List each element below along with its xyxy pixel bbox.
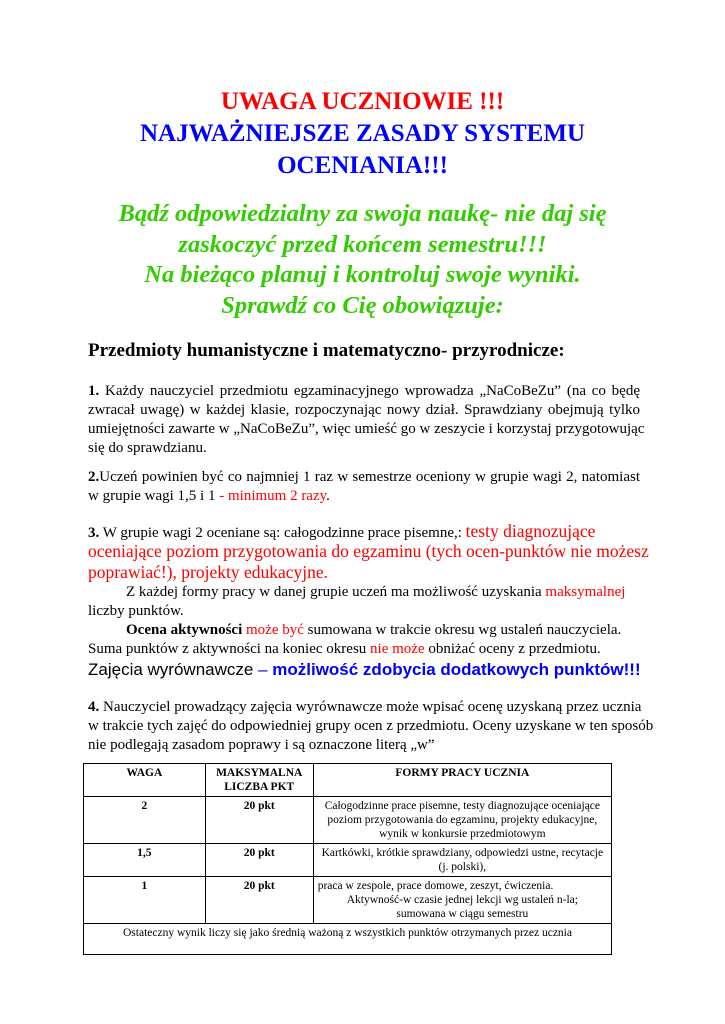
slogan-line-1: Bądź odpowiedzialny za swoja naukę- nie daj się <box>118 200 607 227</box>
paragraph-1-line-2: zwracał uwagę) w każdej klasie, rozpoczynając nowy dział. Sprawdziany obejmują tylko <box>88 402 640 418</box>
header-formy: FORMY PRACY UCZNIA <box>313 764 611 797</box>
zajecia-text: Zajęcia wyrównawcze <box>88 660 259 679</box>
paragraph-4-line-3: nie podlegają zasadom poprawy i są oznaczone literą „w” <box>88 737 435 753</box>
paragraph-3-text-6: sumowana w trakcie okresu wg ustaleń nauczyciela. <box>303 622 622 638</box>
title-line-1: UWAGA UCZNIOWIE !!! <box>220 88 505 115</box>
paragraph-3-text-4: Z każdej formy pracy w danej grupie uczeń ma możliwość uzyskania <box>126 584 546 600</box>
cell-waga: 2 <box>84 797 206 844</box>
header-waga: WAGA <box>84 764 206 797</box>
paragraph-2-red-text: - minimum 2 razy <box>219 488 327 504</box>
paragraph-3-number: 3. <box>88 525 100 541</box>
paragraph-3-line-2: oceniające poziom przygotowania do egzaminu (tych ocen-punktów nie możesz <box>88 541 649 561</box>
paragraph-2-line-2 <box>88 487 640 506</box>
cell-formy-line-1: praca w zespole, prace domowe, zeszyt, ćwiczenia. <box>317 880 554 892</box>
zajecia-dash: – <box>258 660 273 679</box>
table-row <box>84 877 612 924</box>
table-footer-row <box>84 924 612 955</box>
paragraph-1-line-3: umiejętności zawarte w „NaCoBeZu”, więc umieść go w zeszycie i korzystaj przygotowując <box>88 421 645 437</box>
paragraph-3-line-7 <box>88 640 640 659</box>
grading-table <box>83 763 612 955</box>
cell-formy-line-3: sumowana w ciągu semestru <box>396 908 529 920</box>
cell-formy: Kartkówki, krótkie sprawdziany, odpowiedzi ustne, recytacje (j. polski), <box>313 844 611 877</box>
paragraph-3-line-3: poprawiać!), projekty edukacyjne. <box>88 562 329 582</box>
paragraph-4-text-1: Nauczyciel prowadzący zajęcia wyrównawcze może wpisać ocenę uzyskaną przez ucznia <box>99 699 642 715</box>
paragraph-3-bold-6: Ocena aktywności <box>126 622 246 638</box>
cell-formy: Całogodzinne prace pisemne, testy diagnozujące oceniające poziom przygotowania do egzaminu, projekty edukacyjne, wynik w konkursie przedmiotowym <box>313 797 611 844</box>
paragraph-3-red-6: może być <box>246 622 304 638</box>
paragraph-2-line-1 <box>88 468 640 487</box>
zajecia-bold: możliwość zdobycia dodatkowych punktów!!! <box>272 660 641 679</box>
header-max-pkt: MAKSYMALNA LICZBA PKT <box>205 764 313 797</box>
table-row <box>84 797 612 844</box>
paragraph-3-text-1: W grupie wagi 2 oceniane są: całogodzinne prace pisemne,: <box>99 525 466 541</box>
cell-pkt: 20 pkt <box>205 844 313 877</box>
paragraph-3-red-4: maksymalnej <box>545 584 626 600</box>
paragraph-3-red-1: testy diagnozujące <box>465 521 596 541</box>
paragraph-3-line-4 <box>88 583 640 602</box>
paragraph-2 <box>88 468 640 506</box>
page-title <box>0 86 725 182</box>
table-footer: Ostateczny wynik liczy się jako średnią ważoną z wszystkich punktów otrzymanych przez ucznia <box>84 924 612 955</box>
table-row <box>84 844 612 877</box>
section-heading: Przedmioty humanistyczne i matematyczno- przyrodnicze: <box>88 340 565 361</box>
paragraph-2-text-1: Uczeń powinien być co najmniej 1 raz w semestrze oceniony w grupie wagi 2, natomiast <box>99 469 640 485</box>
slogan-line-3: Na bieżąco planuj i kontroluj swoje wyniki. <box>144 261 581 288</box>
paragraph-1-line-1 <box>88 382 640 401</box>
paragraph-3-text-7: Suma punktów z aktywności na koniec okresu <box>88 641 371 657</box>
paragraph-3 <box>88 521 649 659</box>
paragraph-4 <box>88 698 654 755</box>
title-line-3: OCENIANIA!!! <box>277 152 448 179</box>
paragraph-3-line-1 <box>88 522 640 541</box>
paragraph-4-number: 4. <box>88 699 100 715</box>
cell-waga: 1,5 <box>84 844 206 877</box>
paragraph-3-end-7: obniżać oceny z przedmiotu. <box>424 641 601 657</box>
slogan-line-2: zaskoczyć przed końcem semestru!!! <box>178 230 547 258</box>
paragraph-4-line-1 <box>88 698 648 717</box>
table-header-row <box>84 764 612 797</box>
paragraph-1-line-4: się do sprawdzianu. <box>88 440 207 456</box>
slogan-line-4: Sprawdź co Cię obowiązuje: <box>221 291 504 319</box>
cell-pkt: 20 pkt <box>205 877 313 924</box>
cell-pkt: 20 pkt <box>205 797 313 844</box>
paragraph-3-line-5: liczby punktów. <box>88 603 184 619</box>
paragraph-1-number: 1. <box>88 383 100 399</box>
cell-formy-line-2: Aktywność-w czasie jednej lekcji wg ustaleń n-la; <box>346 894 578 906</box>
paragraph-2-number: 2. <box>88 469 100 485</box>
paragraph-1 <box>88 382 645 458</box>
paragraph-1-text-1: Każdy nauczyciel przedmiotu egzaminacyjnego wprowadza „NaCoBeZu” (na co będę <box>99 383 640 399</box>
paragraph-3-red-7: nie może <box>370 641 425 657</box>
paragraph-2-end: . <box>326 488 330 504</box>
paragraph-2-text-2: w grupie wagi 1,5 i 1 <box>88 488 220 504</box>
cell-formy <box>313 877 611 924</box>
zajecia-heading <box>88 660 641 680</box>
title-line-2: NAJWAŻNIEJSZE ZASADY SYSTEMU <box>139 120 585 147</box>
paragraph-4-line-2: w trakcie tych zajęć do odpowiedniej grupy ocen z przedmiotu. Oceny uzyskane w ten sposób <box>88 718 654 734</box>
slogan <box>0 199 725 321</box>
paragraph-3-line-6 <box>88 621 640 640</box>
cell-waga: 1 <box>84 877 206 924</box>
